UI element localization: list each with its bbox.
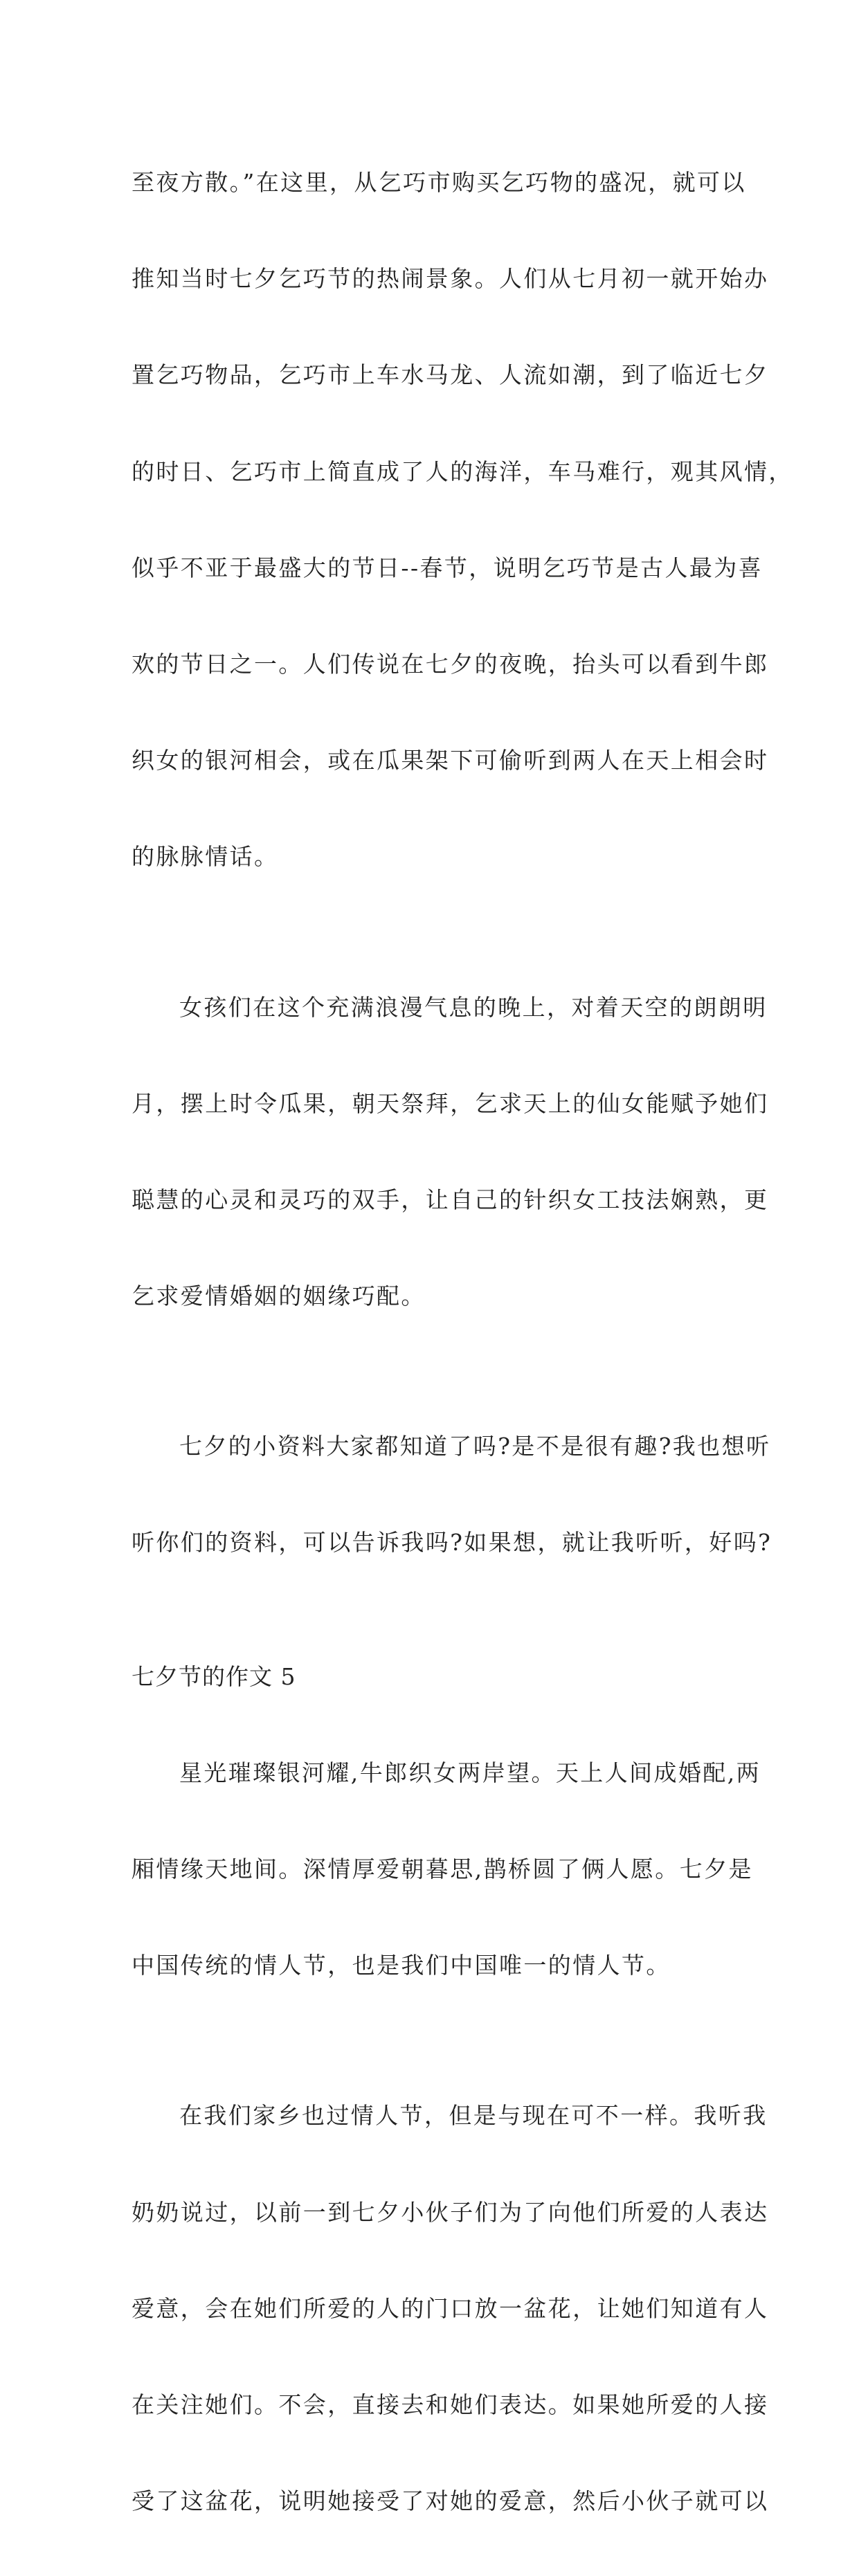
text-line: 的脉脉情话。: [132, 843, 279, 871]
text-line: 星光璀璨银河耀,牛郎织女两岸望。天上人间成婚配,两: [179, 1759, 761, 1786]
paragraph: [132, 1371, 772, 1617]
text-line: 爱意，会在她们所爱的人的门口放一盆花，让她们知道有人: [132, 2294, 769, 2322]
section-title: 七夕节的作文 5: [132, 1662, 296, 1690]
text-line: 中国传统的情人节，也是我们中国唯一的情人节。: [132, 1952, 671, 1979]
text-line: 在我们家乡也过情人节，但是与现在可不一样。我听我: [179, 2102, 768, 2130]
text-line: 在关注她们。不会，直接去和她们表达。如果她所爱的人接: [132, 2391, 769, 2418]
text-line: 奶奶说过，以前一到七夕小伙子们为了向他们所爱的人表达: [132, 2198, 769, 2226]
text-line: 七夕的小资料大家都知道了吗?是不是很有趣?我也想听: [179, 1433, 771, 1460]
text-line: 乞求爱情婚姻的姻缘巧配。: [132, 1282, 426, 1310]
text-line: 厢情缘天地间。深情厚爱朝暮思,鹊桥圆了俩人愿。七夕是: [132, 1856, 753, 1883]
paragraph: [132, 932, 769, 1372]
text-line: 推知当时七夕乞巧节的热闹景象。人们从七月初一就开始办: [132, 265, 769, 293]
section-gap: [132, 1618, 734, 1656]
paragraph: [132, 2040, 769, 2576]
text-line: 受了这盆花，说明她接受了对她的爱意，然后小伙子就可以: [132, 2487, 769, 2515]
text-line: 欢的节日之一。人们传说在七夕的夜晚，抬头可以看到牛郎: [132, 650, 769, 678]
text-line: 织女的银河相会，或在瓜果架下可偷听到两人在天上相会时: [132, 747, 769, 774]
document-body: [132, 107, 793, 2576]
paragraph-continuation: [132, 107, 793, 932]
text-line: 月，摆上时令瓜果，朝天祭拜，乞求天上的仙女能赋予她们: [132, 1089, 769, 1117]
text-line: 聪慧的心灵和灵巧的双手，让自己的针织女工技法娴熟，更: [132, 1186, 769, 1213]
text-line: 置乞巧物品，乞巧市上车水马龙、人流如潮，到了临近七夕: [132, 361, 769, 389]
text-line: 似乎不亚于最盛大的节日--春节，说明乞巧节是古人最为喜: [132, 554, 763, 581]
text-line: 的时日、乞巧市上简直成了人的海洋，车马难行，观其风情，: [132, 457, 793, 485]
text-line: 听你们的资料，可以告诉我吗?如果想，就让我听听，好吗?: [132, 1529, 772, 1557]
text-line: 女孩们在这个充满浪漫气息的晚上，对着天空的朗朗明: [179, 993, 768, 1021]
paragraph: [132, 1698, 761, 2041]
text-line: 至夜方散。”在这里，从乞巧市购买乞巧物的盛况，就可以: [132, 169, 746, 196]
